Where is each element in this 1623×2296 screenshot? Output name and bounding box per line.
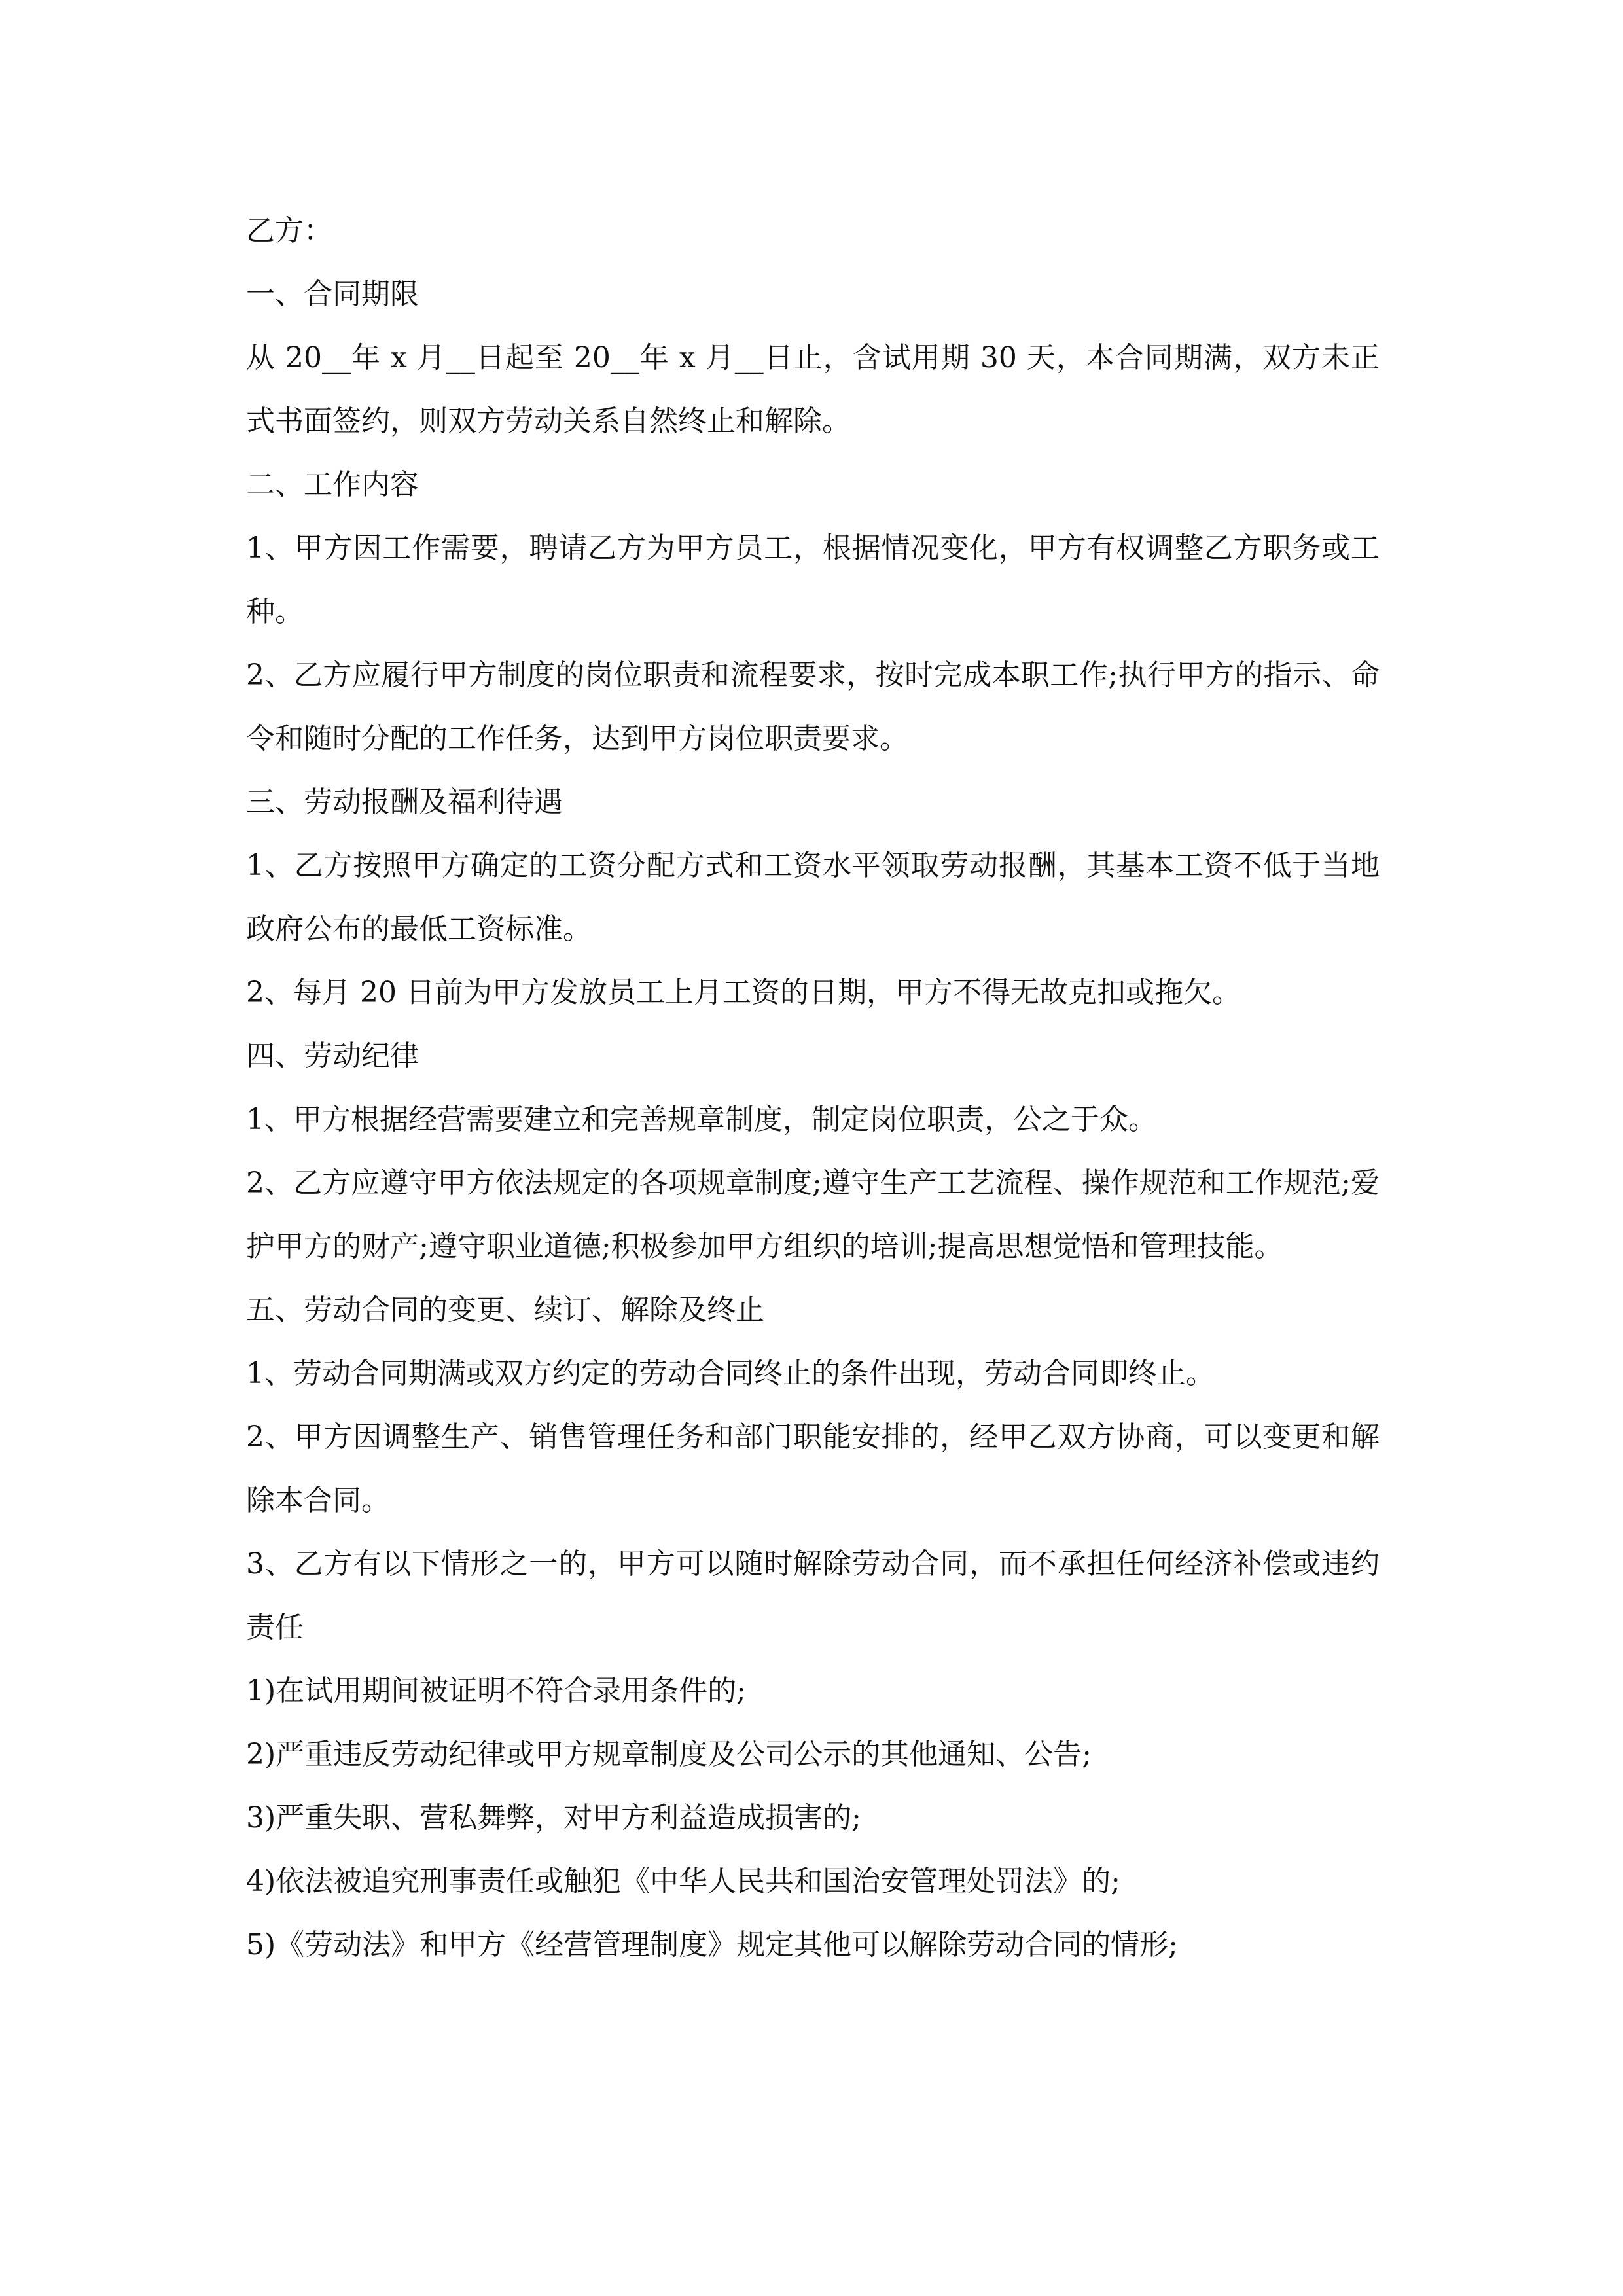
paragraph-compensation-1: 1、乙方按照甲方确定的工资分配方式和工资水平领取劳动报酬，其基本工资不低于当地政府公布的最低工资标准。 bbox=[246, 849, 1380, 946]
paragraph-changes-2: 2、甲方因调整生产、销售管理任务和部门职能安排的，经甲乙双方协商，可以变更和解除本合同。 bbox=[246, 1420, 1380, 1517]
paragraph-discipline-2: 2、乙方应遵守甲方依法规定的各项规章制度;遵守生产工艺流程、操作规范和工作规范;爱护甲方的财产;遵守职业道德;积极参加甲方组织的培训;提高思想觉悟和管理技能。 bbox=[246, 1166, 1380, 1263]
paragraph-changes-3: 3、乙方有以下情形之一的，甲方可以随时解除劳动合同，而不承担任何经济补偿或违约责任 bbox=[246, 1547, 1380, 1644]
paragraph-work-1: 1、甲方因工作需要，聘请乙方为甲方员工，根据情况变化，甲方有权调整乙方职务或工种。 bbox=[246, 531, 1380, 628]
list-item-4: 4)依法被追究刑事责任或触犯《中华人民共和国治安管理处罚法》的; bbox=[246, 1865, 1120, 1898]
paragraph-changes-1: 1、劳动合同期满或双方约定的劳动合同终止的条件出现，劳动合同即终止。 bbox=[246, 1357, 1215, 1390]
section-heading-work-content: 二、工作内容 bbox=[246, 468, 419, 501]
section-heading-compensation: 三、劳动报酬及福利待遇 bbox=[246, 785, 563, 819]
section-heading-discipline: 四、劳动纪律 bbox=[246, 1039, 419, 1073]
section-heading-term: 一、合同期限 bbox=[246, 278, 419, 311]
paragraph-term: 从 20__年 x 月__日起至 20__年 x 月__日止，含试用期 30 天，本合同期满，双方未正式书面签约，则双方劳动关系自然终止和解除。 bbox=[246, 341, 1380, 438]
list-item-3: 3)严重失职、营私舞弊，对甲方利益造成损害的; bbox=[246, 1801, 861, 1835]
paragraph-discipline-1: 1、甲方根据经营需要建立和完善规章制度，制定岗位职责，公之于众。 bbox=[246, 1103, 1157, 1136]
list-item-2: 2)严重违反劳动纪律或甲方规章制度及公司公示的其他通知、公告; bbox=[246, 1738, 1092, 1771]
paragraph-compensation-2: 2、每月 20 日前为甲方发放员工上月工资的日期，甲方不得无故克扣或拖欠。 bbox=[246, 976, 1241, 1009]
list-item-5: 5)《劳动法》和甲方《经营管理制度》规定其他可以解除劳动合同的情形; bbox=[246, 1928, 1178, 1962]
document-page bbox=[246, 199, 1380, 1977]
section-heading-changes: 五、劳动合同的变更、续订、解除及终止 bbox=[246, 1293, 764, 1327]
party-b-label: 乙方： bbox=[246, 214, 332, 247]
list-item-1: 1)在试用期间被证明不符合录用条件的; bbox=[246, 1674, 746, 1708]
paragraph-work-2: 2、乙方应履行甲方制度的岗位职责和流程要求，按时完成本职工作;执行甲方的指示、命令和随时分配的工作任务，达到甲方岗位职责要求。 bbox=[246, 658, 1380, 755]
